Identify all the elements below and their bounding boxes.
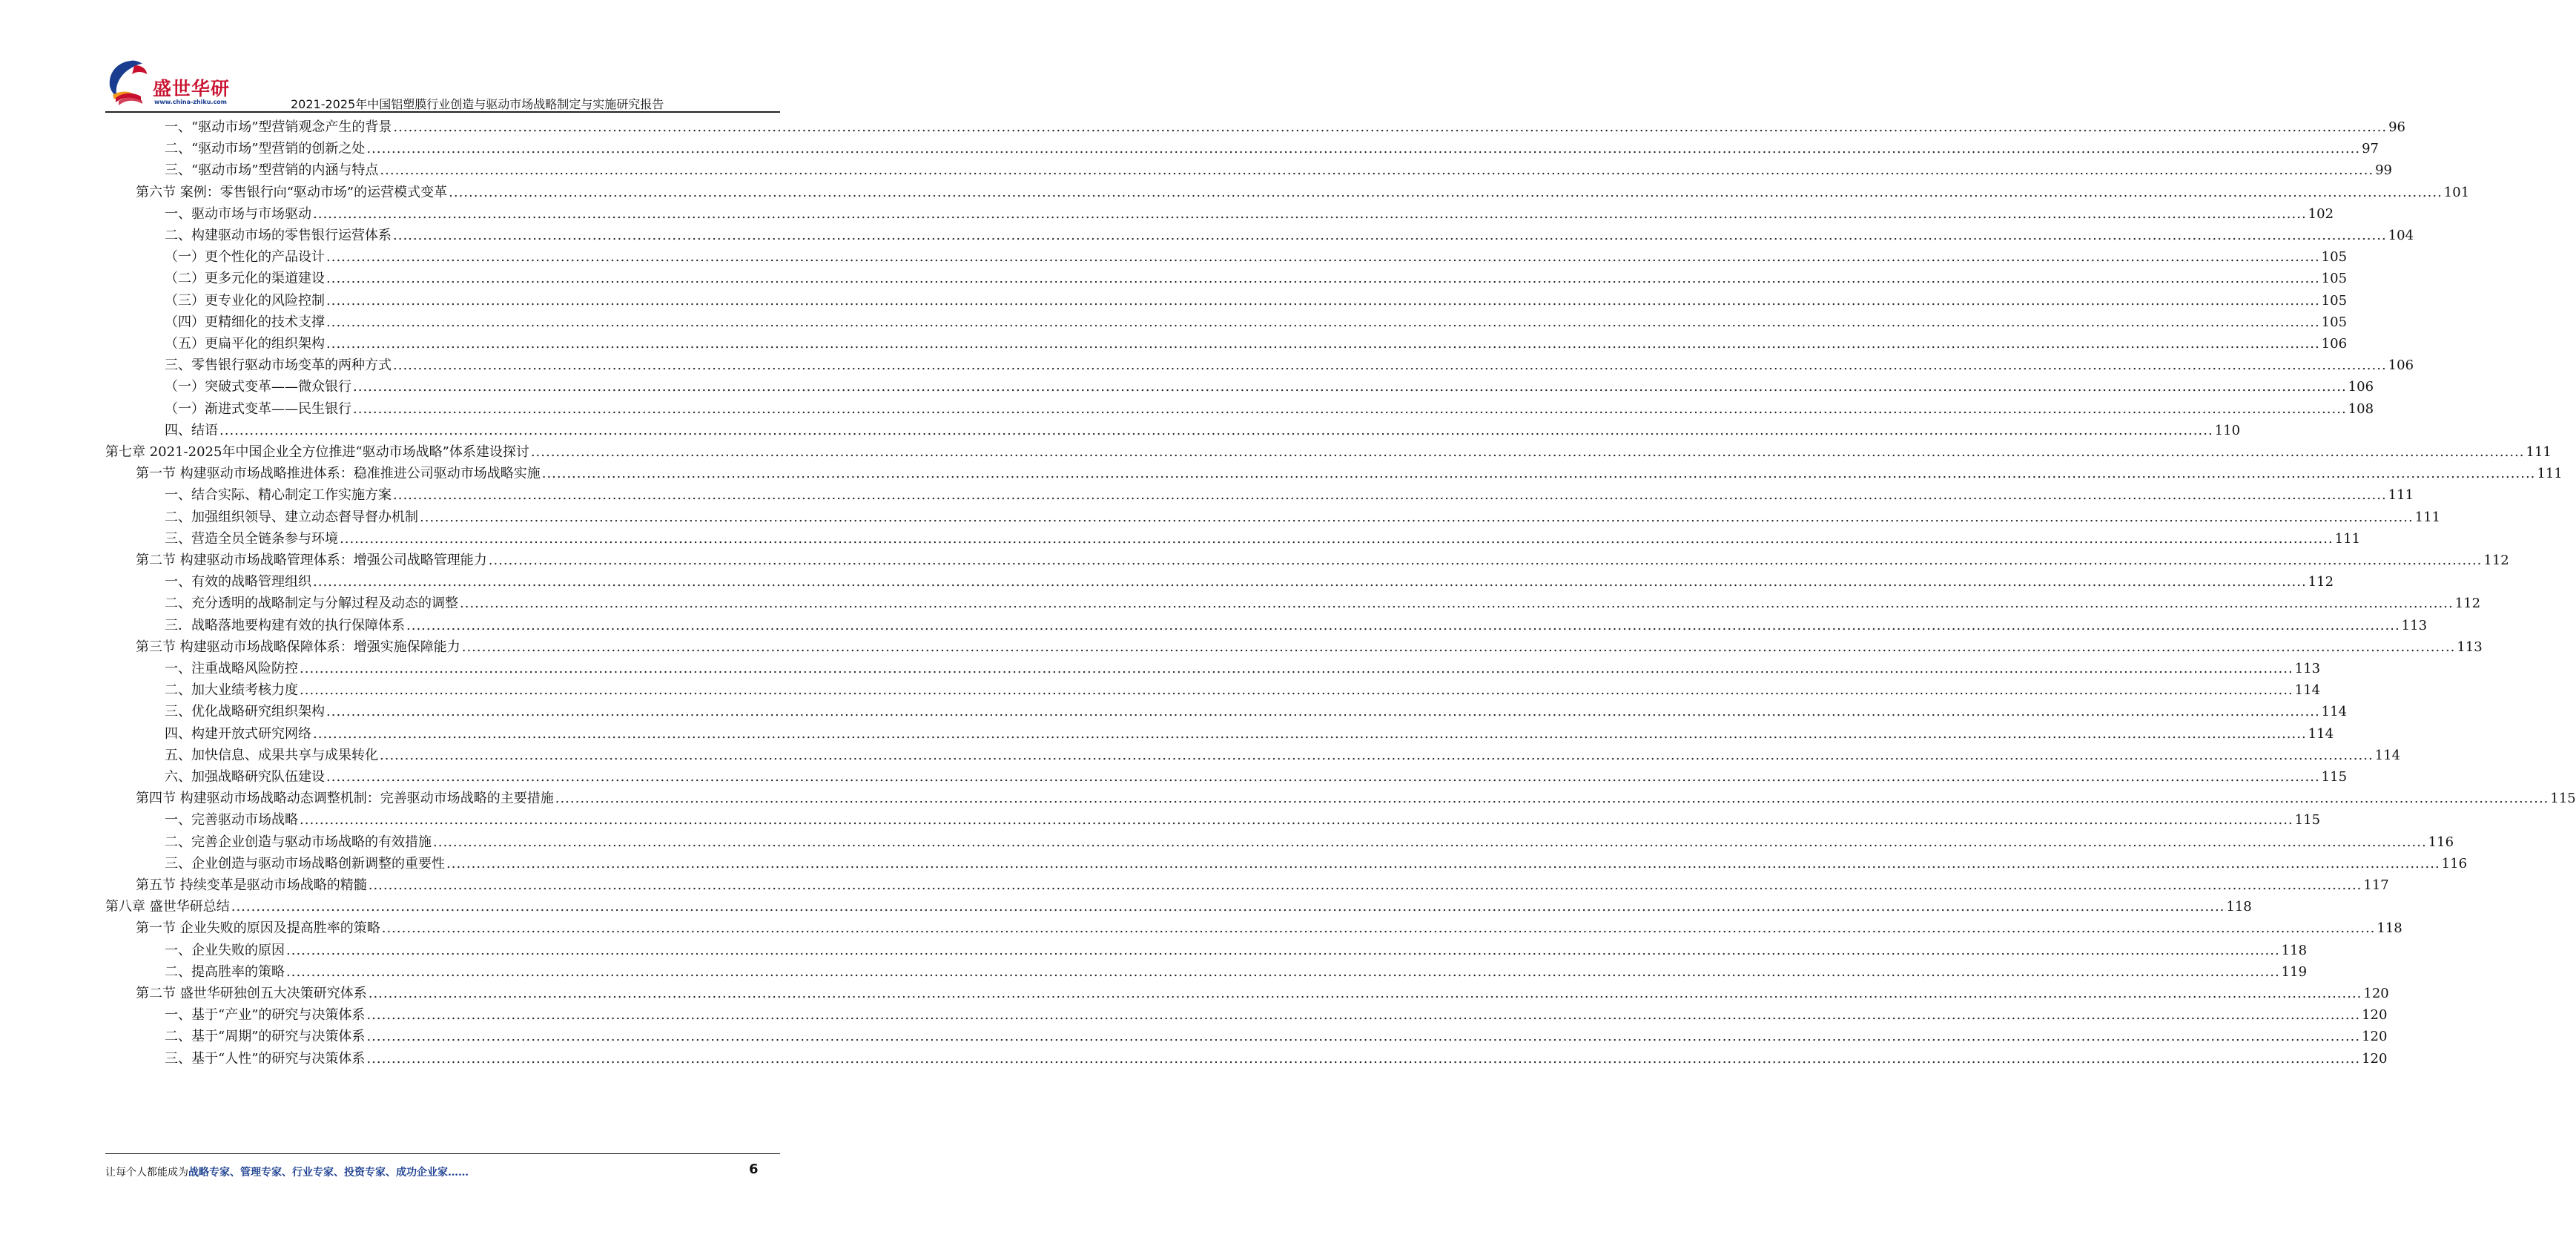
toc-dot-leader: ................................................................................................................................................................................................................................................................................................................................................................................................................ [326, 292, 2320, 309]
toc-entry-title: 三．战略落地要构建有效的执行保障体系 [165, 617, 405, 633]
toc-entry-page: 110 [2214, 422, 2241, 438]
toc-entry-title: 第八章 盛世华研总结 [105, 899, 230, 915]
toc-dot-leader: ................................................................................................................................................................................................................................................................................................................................................................................................................ [406, 617, 2400, 633]
toc-entry[interactable] [165, 113, 2405, 136]
toc-entry[interactable] [165, 351, 2414, 374]
toc-entry-page: 115 [2550, 791, 2576, 807]
toc-dot-leader: ................................................................................................................................................................................................................................................................................................................................................................................................................ [326, 769, 2320, 785]
toc-dot-leader: ................................................................................................................................................................................................................................................................................................................................................................................................................ [380, 747, 2374, 763]
toc-entry[interactable] [165, 503, 2441, 526]
toc-entry[interactable] [165, 372, 2374, 395]
toc-entry[interactable] [165, 221, 2414, 244]
toc-entry-page: 114 [2294, 682, 2321, 699]
toc-entry-title: 二、“驱动市场”型营销的创新之处 [165, 141, 366, 157]
toc-entry-page: 120 [2363, 986, 2389, 1001]
toc-entry[interactable] [165, 200, 2334, 223]
toc-dot-leader: ................................................................................................................................................................................................................................................................................................................................................................................................................ [393, 357, 2387, 374]
toc-entry-page: 120 [2362, 1007, 2388, 1024]
toc-entry-page: 111 [2414, 509, 2441, 525]
toc-entry[interactable] [136, 871, 2389, 894]
toc-entry-title: 一、企业失败的原因 [165, 942, 285, 958]
toc-entry-page: 114 [2374, 747, 2401, 763]
toc-entry-page: 105 [2321, 292, 2348, 309]
footer-slogan-prefix: 让每个人都能成为 [105, 1167, 188, 1179]
toc-entry-page: 118 [2226, 899, 2252, 915]
toc-entry[interactable] [165, 156, 2392, 179]
toc-dot-leader: ................................................................................................................................................................................................................................................................................................................................................................................................................ [420, 509, 2414, 525]
toc-dot-leader: ................................................................................................................................................................................................................................................................................................................................................................................................................ [393, 119, 2388, 135]
toc-dot-leader: ................................................................................................................................................................................................................................................................................................................................................................................................................ [300, 812, 2293, 828]
toc-entry[interactable] [165, 481, 2414, 504]
toc-entry-page: 113 [2294, 661, 2321, 676]
toc-entry-title: 二、加大业绩考核力度 [165, 682, 298, 699]
toc-entry-title: 二、基于“周期”的研究与决策体系 [165, 1029, 366, 1045]
toc-entry-page: 97 [2362, 141, 2379, 157]
toc-entry-title: 一、结合实际、精心制定工作实施方案 [165, 487, 392, 504]
toc-entry-title: 第四节 构建驱动市场战略动态调整机制：完善驱动市场战略的主要措施 [136, 791, 554, 807]
toc-entry[interactable] [136, 784, 2576, 807]
toc-entry-page: 99 [2375, 162, 2392, 179]
toc-entry-page: 116 [2441, 855, 2468, 871]
toc-dot-leader: ................................................................................................................................................................................................................................................................................................................................................................................................................ [366, 1007, 2361, 1024]
toc-entry-title: 第二节 盛世华研独创五大决策研究体系 [136, 986, 367, 1001]
toc-entry-page: 113 [2457, 639, 2483, 655]
toc-entry[interactable] [165, 395, 2374, 418]
toc-entry-page: 116 [2428, 834, 2454, 850]
toc-entry[interactable] [165, 741, 2401, 764]
toc-entry[interactable] [165, 1044, 2388, 1067]
toc-entry-page: 106 [2348, 379, 2374, 395]
toc-entry-title: 三、营造全员全链条参与环境 [165, 530, 338, 547]
toc-entry-title: 二、加强组织领导、建立动态督导督办机制 [165, 509, 418, 525]
toc-entry-title: 二、完善企业创造与驱动市场战略的有效措施 [165, 834, 432, 850]
toc-entry-page: 114 [2321, 704, 2348, 720]
toc-entry-page: 112 [2483, 553, 2509, 568]
toc-entry-title: 三、基于“人性”的研究与决策体系 [165, 1050, 366, 1067]
toc-entry-title: 二、充分透明的战略制定与分解过程及动态的调整 [165, 596, 458, 612]
toc-dot-leader: ................................................................................................................................................................................................................................................................................................................................................................................................................ [381, 920, 2376, 937]
toc-dot-leader: ................................................................................................................................................................................................................................................................................................................................................................................................................ [219, 422, 2213, 438]
logo-url: www.china-zhiku.com [154, 99, 228, 105]
toc-entry[interactable] [165, 676, 2321, 699]
toc-entry[interactable] [105, 438, 2552, 461]
toc-entry[interactable] [165, 697, 2348, 720]
toc-entry[interactable] [165, 654, 2321, 677]
toc-entry[interactable] [165, 958, 2308, 981]
footer-divider [105, 1153, 780, 1154]
toc-entry-page: 111 [2334, 530, 2361, 547]
logo-name: 盛世华研 [153, 78, 231, 99]
toc-entry[interactable] [165, 1022, 2388, 1045]
toc-dot-leader: ................................................................................................................................................................................................................................................................................................................................................................................................................ [326, 314, 2320, 330]
toc-entry[interactable] [165, 936, 2308, 959]
toc-dot-leader: ................................................................................................................................................................................................................................................................................................................................................................................................................ [286, 942, 2280, 958]
toc-entry[interactable] [165, 416, 2241, 439]
toc-dot-leader: ................................................................................................................................................................................................................................................................................................................................................................................................................ [461, 639, 2456, 655]
toc-entry-title: 三、优化战略研究组织架构 [165, 704, 325, 720]
toc-dot-leader: ................................................................................................................................................................................................................................................................................................................................................................................................................ [326, 249, 2320, 266]
toc-entry-page: 118 [2281, 942, 2308, 958]
page-number: 6 [749, 1161, 759, 1177]
toc-entry-page: 112 [2454, 596, 2481, 612]
toc-entry[interactable] [165, 828, 2454, 851]
toc-entry-title: 一、有效的战略管理组织 [165, 574, 311, 590]
toc-dot-leader: ................................................................................................................................................................................................................................................................................................................................................................................................................ [300, 661, 2293, 676]
toc-entry-title: （四）更精细化的技术支撑 [165, 314, 325, 330]
toc-dot-leader: ................................................................................................................................................................................................................................................................................................................................................................................................................ [530, 444, 2525, 460]
toc-entry-title: 四、构建开放式研究网络 [165, 725, 311, 742]
toc-entry[interactable] [105, 892, 2252, 915]
toc-entry-page: 111 [2388, 487, 2414, 504]
toc-dot-leader: ................................................................................................................................................................................................................................................................................................................................................................................................................ [449, 184, 2443, 200]
toc-entry-page: 111 [2526, 444, 2552, 460]
company-logo [104, 58, 234, 111]
toc-entry-title: 一、驱动市场与市场驱动 [165, 205, 311, 222]
toc-entry[interactable] [165, 719, 2334, 742]
toc-entry-title: 第二节 构建驱动市场战略管理体系：增强公司战略管理能力 [136, 553, 487, 568]
toc-entry-page: 119 [2281, 963, 2308, 980]
toc-dot-leader: ................................................................................................................................................................................................................................................................................................................................................................................................................ [368, 877, 2362, 893]
toc-entry[interactable] [136, 546, 2509, 569]
toc-dot-leader: ................................................................................................................................................................................................................................................................................................................................................................................................................ [313, 574, 2307, 590]
toc-entry-title: （一）突破式变革——微众银行 [165, 379, 351, 395]
toc-entry-title: 三、“驱动市场”型营销的内涵与特点 [165, 162, 379, 179]
toc-entry-page: 115 [2321, 769, 2348, 785]
toc-entry-page: 106 [2388, 357, 2414, 374]
toc-entry[interactable] [165, 264, 2348, 287]
toc-dot-leader: ................................................................................................................................................................................................................................................................................................................................................................................................................ [313, 205, 2307, 222]
toc-entry-title: （二）更多元化的渠道建设 [165, 271, 325, 287]
toc-entry-title: 第三节 构建驱动市场战略保障体系：增强实施保障能力 [136, 639, 460, 655]
toc-dot-leader: ................................................................................................................................................................................................................................................................................................................................................................................................................ [326, 271, 2320, 287]
toc-entry[interactable] [165, 524, 2361, 547]
toc-dot-leader: ................................................................................................................................................................................................................................................................................................................................................................................................................ [380, 162, 2374, 179]
toc-entry-title: （一）渐进式变革——民生银行 [165, 401, 351, 417]
toc-entry-title: 一、完善驱动市场战略 [165, 812, 298, 828]
footer-slogan [105, 1164, 469, 1179]
toc-entry-page: 120 [2362, 1050, 2388, 1067]
toc-entry-page: 108 [2348, 401, 2374, 417]
toc-entry[interactable] [165, 286, 2348, 309]
toc-dot-leader: ................................................................................................................................................................................................................................................................................................................................................................................................................ [300, 682, 2293, 699]
toc-dot-leader: ................................................................................................................................................................................................................................................................................................................................................................................................................ [353, 379, 2347, 395]
toc-entry-page: 102 [2308, 205, 2334, 222]
toc-dot-leader: ................................................................................................................................................................................................................................................................................................................................................................................................................ [366, 1050, 2361, 1067]
toc-entry-title: 三、企业创造与驱动市场战略创新调整的重要性 [165, 855, 445, 871]
toc-entry[interactable] [165, 589, 2481, 612]
toc-dot-leader: ................................................................................................................................................................................................................................................................................................................................................................................................................ [488, 553, 2483, 568]
toc-entry[interactable] [165, 243, 2348, 266]
toc-entry[interactable] [165, 134, 2379, 157]
toc-entry-page: 112 [2308, 574, 2334, 590]
toc-dot-leader: ................................................................................................................................................................................................................................................................................................................................................................................................................ [231, 899, 2225, 915]
toc-dot-leader: ................................................................................................................................................................................................................................................................................................................................................................................................................ [393, 228, 2387, 243]
toc-entry-page: 105 [2321, 249, 2348, 266]
toc-entry[interactable] [136, 914, 2402, 937]
toc-entry-page: 104 [2388, 228, 2414, 243]
page-header [0, 0, 883, 113]
toc-dot-leader: ................................................................................................................................................................................................................................................................................................................................................................................................................ [326, 336, 2320, 352]
toc-dot-leader: ................................................................................................................................................................................................................................................................................................................................................................................................................ [366, 1029, 2361, 1045]
toc-dot-leader: ................................................................................................................................................................................................................................................................................................................................................................................................................ [366, 141, 2361, 157]
toc-entry-page: 111 [2537, 466, 2563, 482]
toc-entry[interactable] [136, 459, 2563, 482]
toc-dot-leader: ................................................................................................................................................................................................................................................................................................................................................................................................................ [393, 487, 2387, 504]
toc-entry[interactable] [136, 178, 2470, 201]
toc-entry-title: （三）更专业化的风险控制 [165, 292, 325, 309]
toc-entry-title: 一、基于“产业”的研究与决策体系 [165, 1007, 366, 1024]
toc-entry[interactable] [165, 308, 2348, 331]
toc-entry-page: 96 [2388, 119, 2405, 135]
toc-entry-title: 第一节 企业失败的原因及提高胜率的策略 [136, 920, 380, 937]
toc-entry[interactable] [136, 979, 2389, 1002]
logo-emblem-icon [104, 58, 156, 111]
toc-entry-page: 113 [2401, 617, 2428, 633]
toc-dot-leader: ................................................................................................................................................................................................................................................................................................................................................................................................................ [326, 704, 2320, 720]
toc-entry-title: 第一节 构建驱动市场战略推进体系：稳准推进公司驱动市场战略实施 [136, 466, 541, 482]
toc-dot-leader: ................................................................................................................................................................................................................................................................................................................................................................................................................ [368, 986, 2362, 1001]
toc-entry-title: （一）更个性化的产品设计 [165, 249, 325, 266]
toc-dot-leader: ................................................................................................................................................................................................................................................................................................................................................................................................................ [313, 725, 2307, 742]
toc-entry[interactable] [165, 567, 2334, 590]
toc-entry-page: 106 [2321, 336, 2348, 352]
toc-entry-title: 三、零售银行驱动市场变革的两种方式 [165, 357, 392, 374]
toc-entry-page: 115 [2294, 812, 2321, 828]
toc-entry-title: 第六节 案例：零售银行向“驱动市场”的运营模式变革 [136, 184, 448, 200]
toc-entry-title: 一、“驱动市场”型营销观念产生的背景 [165, 119, 392, 135]
toc-entry-title: 一、注重战略风险防控 [165, 661, 298, 676]
toc-entry-page: 105 [2321, 271, 2348, 287]
toc-entry-title: （五）更扁平化的组织架构 [165, 336, 325, 352]
toc-entry[interactable] [165, 805, 2321, 828]
toc-entry[interactable] [165, 329, 2348, 352]
toc-dot-leader: ................................................................................................................................................................................................................................................................................................................................................................................................................ [433, 834, 2427, 850]
toc-entry-title: 四、结语 [165, 422, 218, 438]
toc-entry-title: 六、加强战略研究队伍建设 [165, 769, 325, 785]
toc-entry-title: 第五节 持续变革是驱动市场战略的精髓 [136, 877, 367, 893]
toc-entry[interactable] [165, 762, 2348, 785]
toc-dot-leader: ................................................................................................................................................................................................................................................................................................................................................................................................................ [446, 855, 2440, 871]
toc-dot-leader: ................................................................................................................................................................................................................................................................................................................................................................................................................ [555, 791, 2549, 807]
toc-entry[interactable] [165, 611, 2428, 634]
toc-entry[interactable] [165, 1001, 2388, 1024]
toc-dot-leader: ................................................................................................................................................................................................................................................................................................................................................................................................................ [460, 596, 2454, 612]
toc-entry-page: 118 [2377, 920, 2402, 937]
footer-slogan-highlight: 战略专家、管理专家、行业专家、投资专家、成功企业家…… [188, 1167, 469, 1179]
toc-entry-title: 二、构建驱动市场的零售银行运营体系 [165, 228, 392, 243]
toc-dot-leader: ................................................................................................................................................................................................................................................................................................................................................................................................................ [340, 530, 2334, 547]
toc-entry-page: 120 [2362, 1029, 2388, 1045]
toc-dot-leader: ................................................................................................................................................................................................................................................................................................................................................................................................................ [353, 401, 2347, 417]
report-title: 2021-2025年中国铝塑膜行业创造与驱动市场战略制定与实施研究报告 [291, 97, 664, 111]
toc-entry-title: 第七章 2021-2025年中国企业全方位推进“驱动市场战略”体系建设探讨 [105, 444, 529, 460]
toc-entry[interactable] [165, 849, 2468, 872]
toc-entry-title: 二、提高胜率的策略 [165, 963, 285, 980]
toc-dot-leader: ................................................................................................................................................................................................................................................................................................................................................................................................................ [286, 963, 2280, 980]
toc-entry[interactable] [136, 633, 2483, 656]
toc-dot-leader: ................................................................................................................................................................................................................................................................................................................................................................................................................ [541, 466, 2536, 482]
toc-entry-page: 114 [2308, 725, 2334, 742]
toc-entry-page: 105 [2321, 314, 2348, 330]
toc-entry-page: 101 [2443, 184, 2470, 200]
toc-entry-title: 五、加快信息、成果共享与成果转化 [165, 747, 378, 763]
toc-entry-page: 117 [2363, 877, 2389, 893]
